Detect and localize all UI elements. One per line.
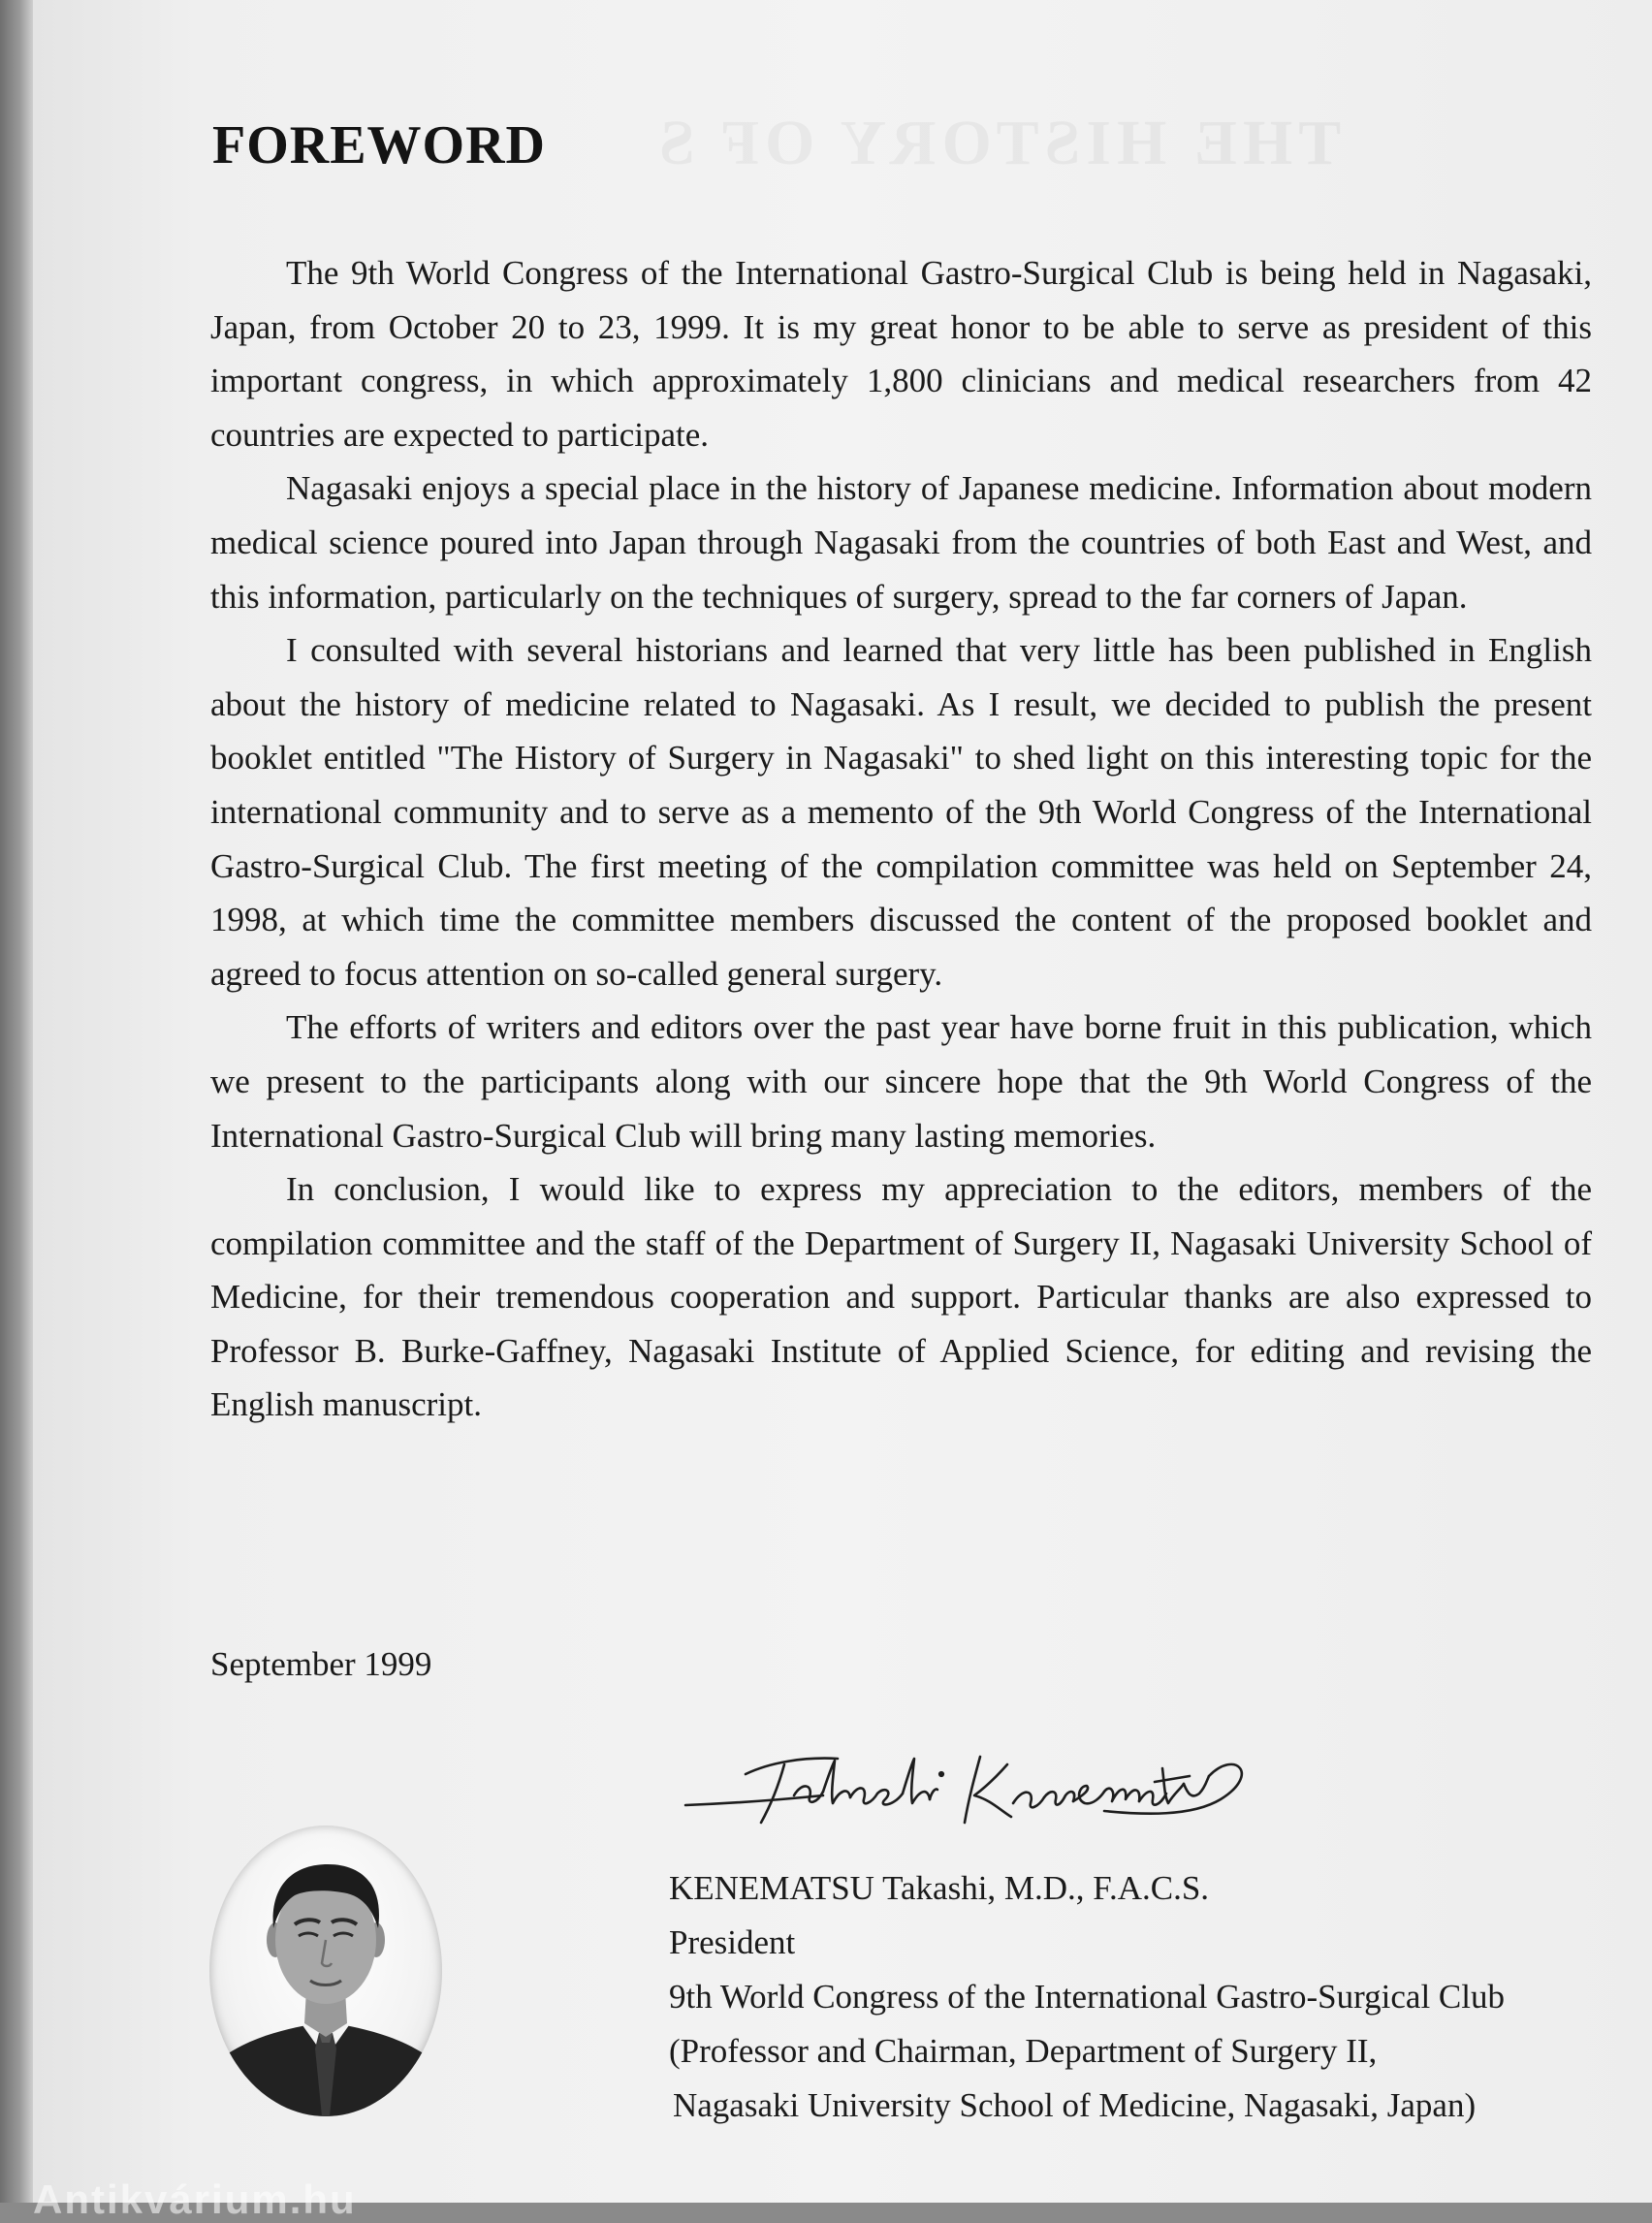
foreword-page: [33, 0, 1652, 2222]
paragraph-2: Nagasaki enjoys a special place in the history of Japanese medicine. Information about modern medical science poured into Japan through Nagasaki from the countries of both East and West, and this information, particularly on the techniques of surgery, spread to the far corners of Japan.: [210, 469, 1592, 616]
show-through-text: [653, 107, 1341, 180]
author-block: [669, 1861, 1505, 2133]
author-name: KENEMATSU Takashi, M.D., F.A.C.S.: [669, 1869, 1210, 1907]
author-portrait: [209, 1826, 442, 2116]
author-affiliation-line-2: Nagasaki University School of Medicine, Nagasaki, Japan): [673, 2086, 1477, 2124]
author-role: President: [669, 1923, 796, 1961]
page-title: FOREWORD: [212, 115, 546, 175]
paragraph-5: In conclusion, I would like to express my appreciation to the editors, members of the compilation committee and the staff of the Department of Surgery II, Nagasaki University School of Medicine, for their tremendous cooperation and support. Particular thanks are also expressed to Professor B. Burke-Gaffney, Nagasaki Institute of Applied Science, for editing and revising the English manuscript.: [210, 1170, 1592, 1424]
foreword-body: [210, 246, 1592, 1432]
paragraph-1: The 9th World Congress of the International Gastro-Surgical Club is being held in Nagasaki, Japan, from October 20 to 23, 1999. It is my great honor to be able to serve as president of this important congress, in which approximately 1,800 clinicians and medical researchers from 42 countries are expected to participate.: [210, 254, 1592, 454]
signature-drawing: [678, 1735, 1259, 1842]
author-congress: 9th World Congress of the International Gastro-Surgical Club: [669, 1978, 1505, 2016]
paragraph-3: I consulted with several historians and learned that very little has been published in English about the history of medicine related to Nagasaki. As I result, we decided to publish the present booklet entitled "The History of Surgery in Nagasaki" to shed light on this interesting topic for the international community and to serve as a memento of the 9th World Congress of the International Gastro-Surgical Club. The first meeting of the compilation committee was held on September 24, 1998, at which time the committee members discussed the content of the proposed booklet and agreed to focus attention on so-called general surgery.: [210, 631, 1592, 993]
author-affiliation-line-1: (Professor and Chairman, Department of Surgery II,: [669, 2032, 1378, 2070]
portrait-image: [209, 1826, 442, 2116]
paragraph-4: The efforts of writers and editors over the past year have borne fruit in this publication, which we present to the participants along with our sincere hope that the 9th World Congress of the International Gastro-Surgical Club will bring many lasting memories.: [210, 1008, 1592, 1155]
handwritten-signature: [678, 1735, 1259, 1842]
watermark: Antikvárium.hu: [33, 2176, 357, 2222]
page-binding-shadow: [0, 0, 33, 2203]
foreword-date: September 1999: [210, 1645, 432, 1683]
